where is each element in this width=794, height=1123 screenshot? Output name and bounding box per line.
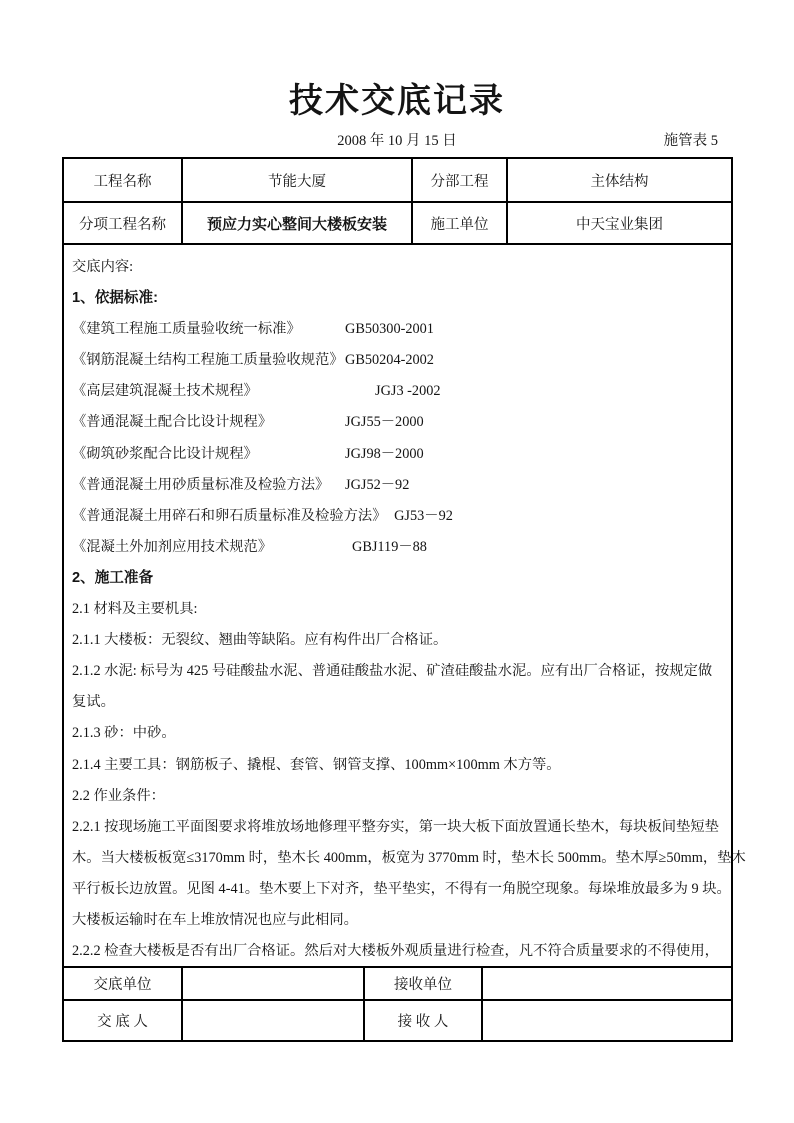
body-line: 复试。	[72, 694, 115, 711]
standard-title: 《建筑工程施工质量验收统一标准》	[72, 321, 301, 338]
standard-code: GBJ119－88	[352, 538, 427, 555]
standard-title: 《高层建筑混凝土技术规程》	[72, 383, 258, 400]
standard-title: 《普通混凝土配合比设计规程》	[72, 414, 273, 431]
sub-project-name-label: 分项工程名称	[64, 203, 183, 245]
section-heading-preparation: 2、施工准备	[72, 569, 154, 586]
standard-item	[72, 314, 725, 345]
receiving-unit-label: 接收单位	[365, 968, 483, 1001]
standard-title: 《砌筑砂浆配合比设计规程》	[72, 445, 258, 462]
info-table	[64, 159, 731, 245]
construction-unit-label: 施工单位	[413, 203, 508, 245]
standard-code: JGJ52－92	[345, 476, 410, 493]
body-line: 2.1.2 水泥: 标号为 425 号硅酸盐水泥、普通硅酸盐水泥、矿渣硅酸盐水泥。应有出厂合格证，按规定做	[72, 663, 713, 680]
sub-project-name-value: 预应力实心整间大楼板安装	[183, 203, 413, 245]
standard-item	[72, 501, 725, 532]
body-line: 2.1.4 主要工具：钢筋板子、撬棍、套管、钢管支撑、100mm×100mm 木方等。	[72, 756, 561, 773]
signature-table	[64, 968, 731, 1040]
project-name-value: 节能大厦	[183, 159, 413, 203]
body-line: 2.2.1 按现场施工平面图要求将堆放场地修理平整夯实，第一块大板下面放置通长垫木，每块板间垫短垫	[72, 818, 719, 835]
body-line: 2.2.2 检查大楼板是否有出厂合格证。然后对大楼板外观质量进行检查，凡不符合质量要求的不得使用，	[72, 943, 719, 960]
construction-unit-value: 中天宝业集团	[508, 203, 731, 245]
receiver-value	[483, 1001, 731, 1040]
receiving-unit-value	[483, 968, 731, 1001]
standard-code: JGJ55－2000	[345, 414, 424, 431]
document-date: 2008 年 10 月 15 日	[337, 133, 457, 149]
standard-item	[72, 532, 725, 563]
standard-item	[72, 439, 725, 470]
document-title: 技术交底记录	[289, 82, 505, 120]
division-work-value: 主体结构	[508, 159, 731, 203]
receiver-label: 接 收 人	[365, 1001, 483, 1040]
standard-title: 《普通混凝土用砂质量标准及检验方法》	[72, 476, 330, 493]
form-number: 施管表 5	[663, 133, 718, 149]
project-name-label: 工程名称	[64, 159, 183, 203]
standard-code: JGJ98－2000	[345, 445, 424, 462]
body-line: 2.1 材料及主要机具:	[72, 601, 198, 618]
disclosure-content-cell	[64, 245, 746, 968]
body-line: 平行板长边放置。见图 4-41。垫木要上下对齐，垫平垫实，不得有一角脱空现象。每垛堆放最多为 9 块。	[72, 880, 731, 897]
standard-code: JGJ3 -2002	[375, 383, 441, 400]
body-line: 2.2 作业条件：	[72, 787, 165, 804]
standard-code: GB50204-2002	[345, 352, 434, 369]
standard-item	[72, 376, 725, 407]
standard-item	[72, 470, 725, 501]
content-label: 交底内容:	[72, 259, 134, 275]
division-work-label: 分部工程	[413, 159, 508, 203]
disclosing-unit-label: 交底单位	[64, 968, 183, 1001]
standard-code: GB50300-2001	[345, 321, 434, 338]
discloser-label: 交 底 人	[64, 1001, 183, 1040]
main-table	[62, 157, 746, 1042]
standard-code: GJ53－92	[394, 507, 453, 524]
body-line: 2.1.3 砂：中砂。	[72, 725, 176, 742]
standard-title: 《普通混凝土用碎石和卵石质量标准及检验方法》	[72, 507, 387, 524]
standard-item	[72, 345, 725, 376]
standard-item	[72, 407, 725, 438]
body-line: 木。当大楼板板宽≤3170mm 时，垫木长 400mm，板宽为 3770mm 时，垫木长 500mm。垫木厚≥50mm，垫木	[72, 849, 746, 866]
body-line: 2.1.1 大楼板：无裂纹、翘曲等缺陷。应有构件出厂合格证。	[72, 632, 448, 649]
body-line: 大楼板运输时在车上堆放情况也应与此相同。	[72, 911, 358, 928]
standard-title: 《钢筋混凝土结构工程施工质量验收规范》	[72, 352, 344, 369]
disclosing-unit-value	[183, 968, 365, 1001]
section-heading-standards: 1、依据标准:	[72, 290, 158, 307]
discloser-value	[183, 1001, 365, 1040]
standard-title: 《混凝土外加剂应用技术规范》	[72, 538, 273, 555]
